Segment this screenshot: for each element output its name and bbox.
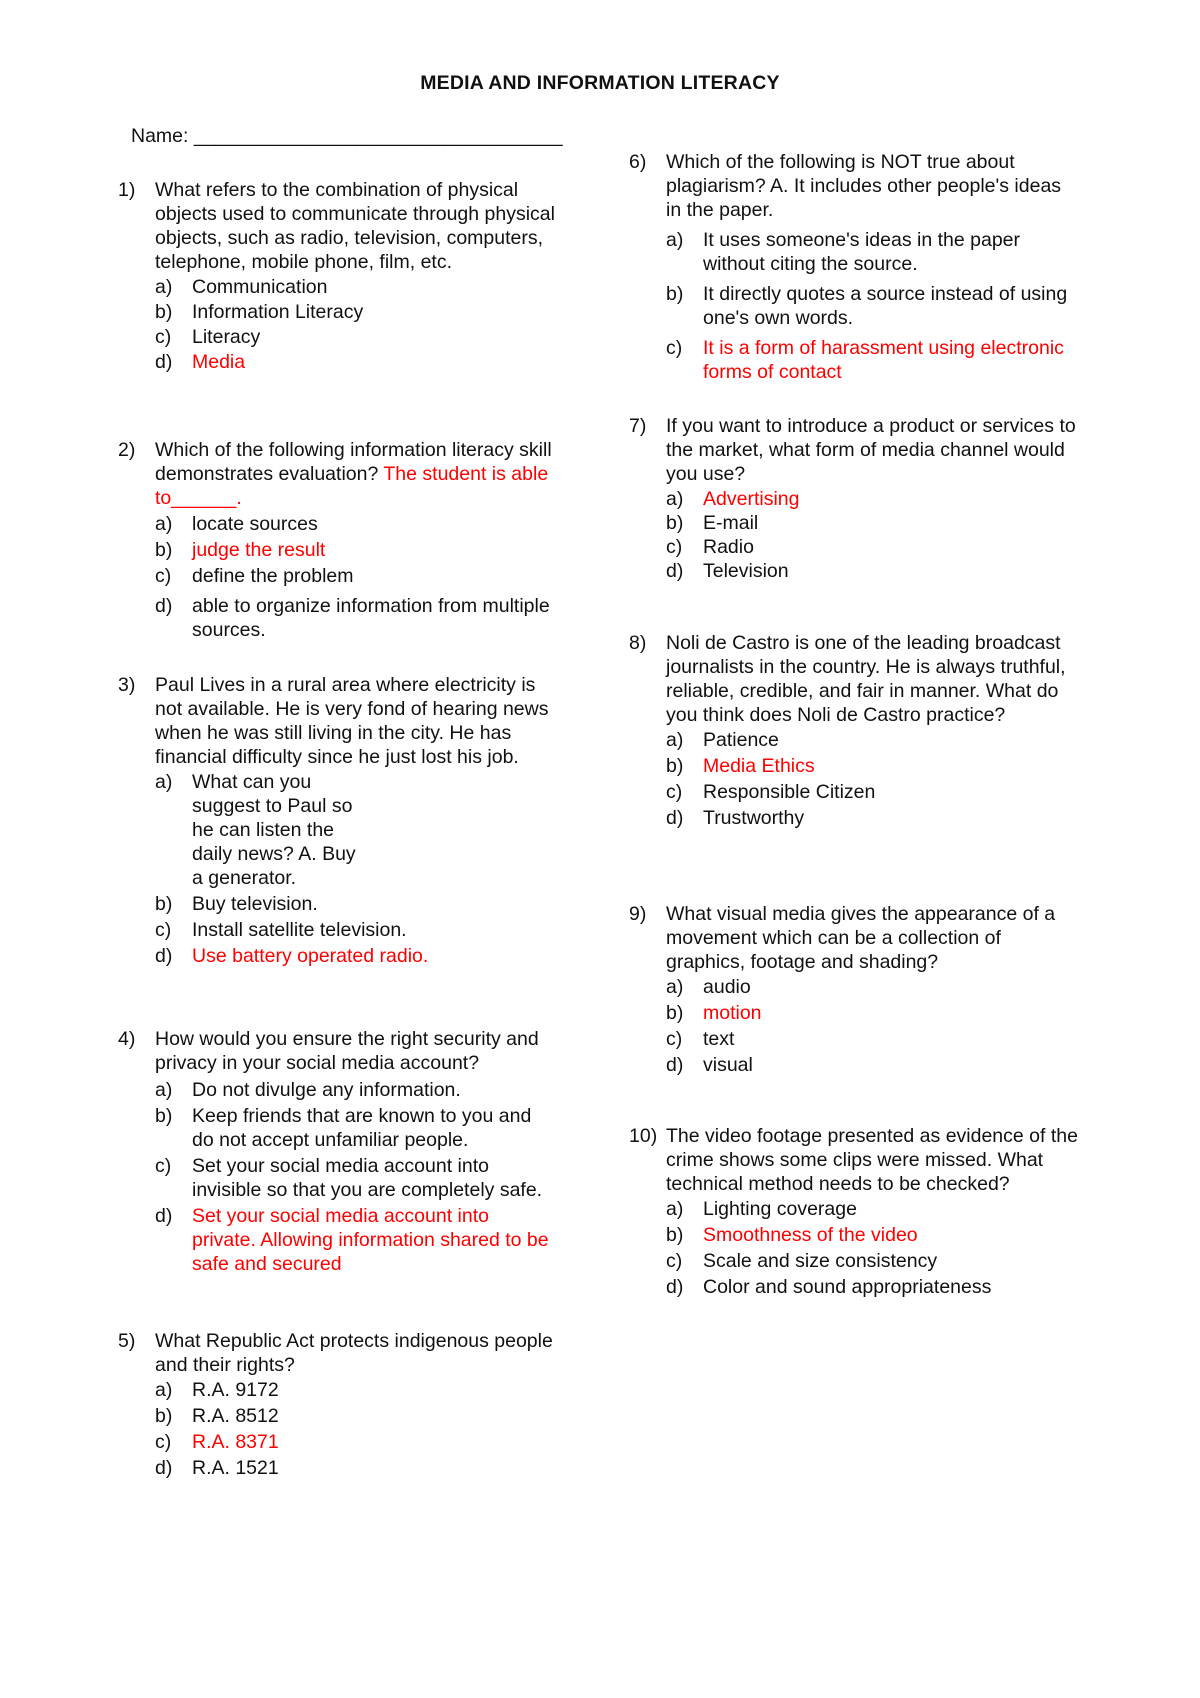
question-number: 10) [629,1125,658,1147]
question-text: What refers to the combination of physical objects used to communicate through physical objects, such as radio, television, computers, telephone, mobile phone, film, etc. [155,179,555,273]
option-a[interactable]: a) Communication [155,276,328,298]
question-3 [118,673,558,968]
option-d[interactable]: d) Television [666,560,789,582]
question-number: 7) [629,415,647,437]
question-5 [118,1329,558,1480]
option-d[interactable]: d) R.A. 1521 [155,1457,279,1479]
option-c[interactable]: c) define the problem [155,565,354,587]
option-b[interactable]: b) It directly quotes a source instead of using one's own words. [666,283,1068,329]
option-b-answer[interactable]: b) motion [666,1002,762,1024]
question-10 [629,1124,1079,1299]
option-a[interactable]: a) Patience [666,729,779,751]
question-text: Which of the following information literacy skill demonstrates evaluation? The student is able to______. [155,439,552,509]
option-a[interactable]: a) It uses someone's ideas in the paper without citing the source. [666,229,1020,275]
name-label: Name: [131,125,189,147]
option-c-answer[interactable]: c) It is a form of harassment using electronic forms of contact [666,337,1064,383]
option-a[interactable]: a) What can you suggest to Paul so he can listen the daily news? A. Buy a generator. [155,771,356,889]
option-c[interactable]: c) Scale and size consistency [666,1250,938,1272]
name-field[interactable] [131,125,563,148]
answer-text: The student is able to______. [155,463,549,509]
question-number: 6) [629,151,647,173]
option-d[interactable]: d) Trustworthy [666,807,805,829]
question-text: What Republic Act protects indigenous people and their rights? [155,1330,553,1376]
option-b-answer[interactable]: b) judge the result [155,539,326,561]
option-b[interactable]: b) E-mail [666,512,759,534]
option-d[interactable]: d) able to organize information from multiple sources. [155,595,550,641]
question-text: If you want to introduce a product or services to the market, what form of media channel would you use? [666,415,1076,485]
question-number: 5) [118,1330,136,1352]
option-b-answer[interactable]: b) Media Ethics [666,755,815,777]
question-number: 3) [118,674,136,696]
option-b[interactable]: b) Buy television. [155,893,318,915]
question-text: Noli de Castro is one of the leading broadcast journalists in the country. He is always truthful, reliable, credible, and fair in manner. What do you think does Noli de Castro practice? [666,632,1066,726]
option-b[interactable]: b) Keep friends that are known to you and do not accept unfamiliar people. [155,1105,532,1151]
question-number: 4) [118,1028,136,1050]
question-text: Which of the following is NOT true about plagiarism? A. It includes other people's ideas in the paper. [666,151,1062,221]
option-d[interactable]: d) Color and sound appropriateness [666,1276,992,1298]
option-a[interactable]: a) audio [666,976,751,998]
option-a[interactable]: a) locate sources [155,513,318,535]
document-title: MEDIA AND INFORMATION LITERACY [420,72,780,94]
option-b-answer[interactable]: b) Smoothness of the video [666,1224,918,1246]
option-d-answer[interactable]: d) Set your social media account into private. Allowing information shared to be safe and secured [155,1205,549,1275]
question-number: 1) [118,179,136,201]
question-text: How would you ensure the right security and privacy in your social media account? [155,1028,539,1074]
option-a[interactable]: a) Do not divulge any information. [155,1079,461,1101]
question-2 [118,438,558,642]
option-d[interactable]: d) visual [666,1054,753,1076]
question-text: Paul Lives in a rural area where electricity is not available. He is very fond of hearing news when he was still living in the city. He has financial difficulty since he just lost his job. [155,674,549,768]
question-1 [118,178,558,374]
option-d-answer[interactable]: d) Use battery operated radio. [155,945,429,967]
option-c-answer[interactable]: c) R.A. 8371 [155,1431,279,1453]
question-6 [629,150,1079,384]
question-7 [629,414,1079,583]
option-d-answer[interactable]: d) Media [155,351,246,373]
question-4 [118,1027,558,1276]
question-number: 2) [118,439,136,461]
option-c[interactable]: c) Install satellite television. [155,919,407,941]
question-text: What visual media gives the appearance of a movement which can be a collection of graphics, footage and shading? [666,903,1056,973]
option-a-answer[interactable]: a) Advertising [666,488,800,510]
option-a[interactable]: a) Lighting coverage [666,1198,857,1220]
option-c[interactable]: c) Literacy [155,326,261,348]
option-b[interactable]: b) Information Literacy [155,301,364,323]
option-b[interactable]: b) R.A. 8512 [155,1405,279,1427]
name-blank: __________________________________ [193,125,563,147]
question-number: 8) [629,632,647,654]
question-8 [629,631,1079,830]
option-a[interactable]: a) R.A. 9172 [155,1379,279,1401]
question-text: The video footage presented as evidence of the crime shows some clips were missed. What technical method needs to be checked? [666,1125,1078,1195]
option-c[interactable]: c) Responsible Citizen [666,781,876,803]
question-number: 9) [629,903,647,925]
option-c[interactable]: c) Set your social media account into invisible so that you are completely safe. [155,1155,543,1201]
option-c[interactable]: c) text [666,1028,735,1050]
option-c[interactable]: c) Radio [666,536,754,558]
question-9 [629,902,1079,1077]
